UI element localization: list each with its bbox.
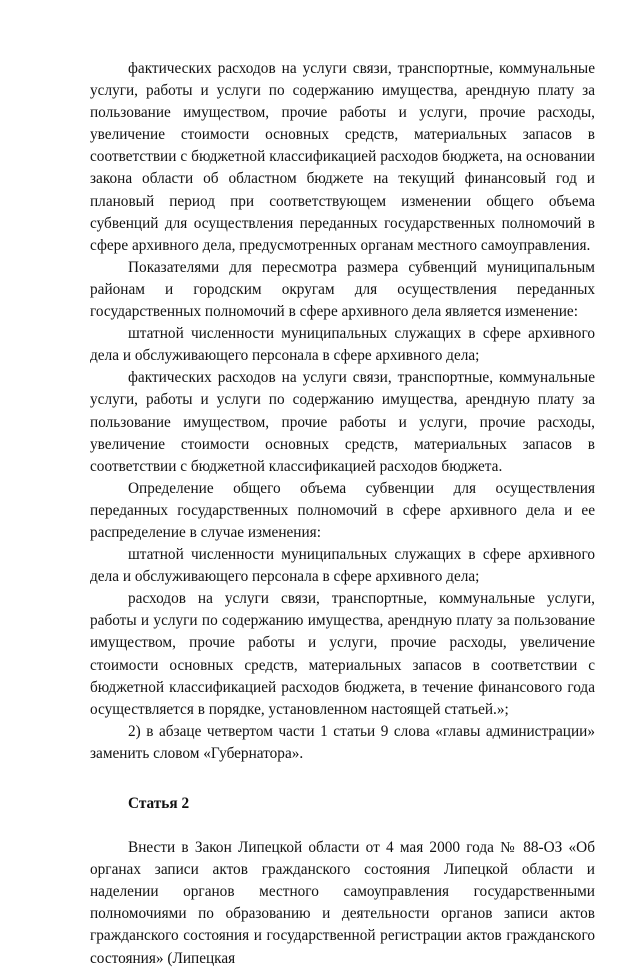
paragraph-article-2-body: Внести в Закон Липецкой области от 4 мая 2000 года № 88-ОЗ «Об органах записи актов гражданского состояния Липецкой области и наделении органов местного самоуправления государственными полномочиями по образованию и деятельности органов записи актов гражданского состояния и государственной регистрации актов гражданского состояния» (Липецкая: [90, 839, 595, 967]
paragraph-subvention-determination: Определение общего объема субвенции для осуществления переданных государственных полномочий в сфере архивного дела и ее распределение в случае изменения:: [90, 479, 595, 541]
document-page: [90, 58, 595, 970]
paragraph-expenses-order: расходов на услуги связи, транспортные, коммунальные услуги, работы и услуги по содержанию имущества, арендную плату за пользование имуществом, прочие работы и услуги, прочие расходы, увеличение стоимости основных средств, материальных запасов в соответствии с бюджетной классификацией расходов бюджета, в течение финансового года осуществляется в порядке, установленном настоящей статьей.»;: [90, 590, 595, 718]
paragraph-amendment-2: 2) в абзаце четвертом части 1 статьи 9 слова «главы администрации» заменить словом «Губернатора».: [90, 722, 595, 762]
paragraph-staff-numbers-2: штатной численности муниципальных служащих в сфере архивного дела и обслуживающего персонала в сфере архивного дела;: [90, 546, 595, 586]
paragraph-staff-numbers: штатной численности муниципальных служащих в сфере архивного дела и обслуживающего персонала в сфере архивного дела;: [90, 325, 595, 365]
article-heading: Статья 2: [128, 795, 190, 812]
paragraph-expenses-continuation: фактических расходов на услуги связи, транспортные, коммунальные услуги, работы и услуги по содержанию имущества, арендную плату за пользование имуществом, прочие работы и услуги, прочие расходы, увеличение стоимости основных средств, материальных запасов в соответствии с бюджетной классификацией расходов бюджета, на основании закона области об областном бюджете на текущий финансовый год и плановый период при соответствующем изменении общего объема субвенций для осуществления переданных государственных полномочий в сфере архивного дела, предусмотренных органам местного самоуправления.: [90, 60, 595, 254]
paragraph-actual-expenses: фактических расходов на услуги связи, транспортные, коммунальные услуги, работы и услуги по содержанию имущества, арендную плату за пользование имуществом, прочие работы и услуги, прочие расходы, увеличение стоимости основных средств, материальных запасов в соответствии с бюджетной классификацией расходов бюджета.: [90, 369, 595, 475]
paragraph-indicators: Показателями для пересмотра размера субвенций муниципальным районам и городским округам для осуществления переданных государственных полномочий в сфере архивного дела является изменение:: [90, 258, 595, 321]
